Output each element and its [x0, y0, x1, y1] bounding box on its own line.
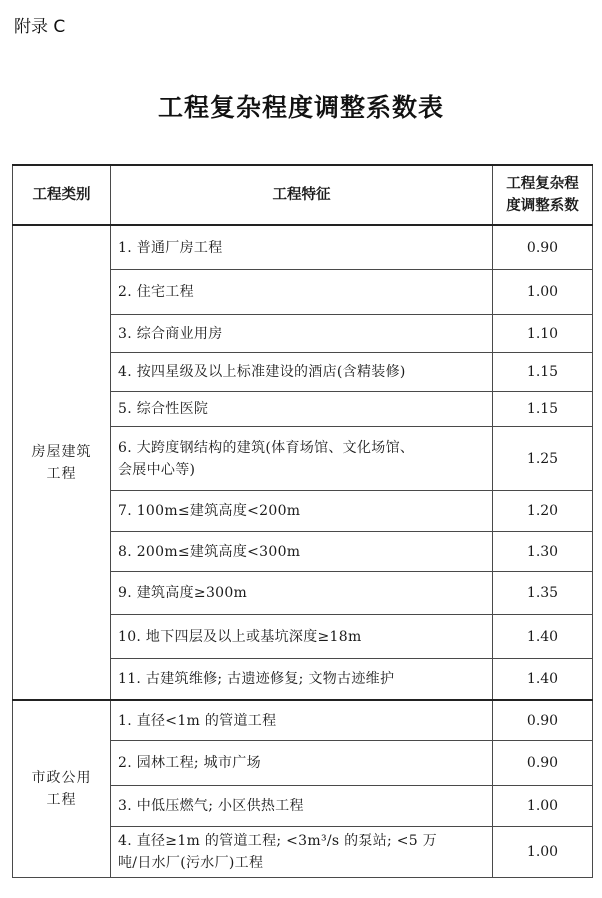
table-header-row: [13, 165, 593, 225]
header-feature: 工程特征: [111, 165, 493, 225]
feature-cell: 4. 按四星级及以上标准建设的酒店(含精装修): [111, 353, 493, 392]
category-line2: 工程: [46, 465, 77, 482]
feature-cell: 1. 直径<1m 的管道工程: [111, 700, 493, 741]
coefficient-cell: 0.90: [493, 225, 593, 270]
header-coefficient: [493, 165, 593, 225]
feature-line2: 吨/日水厂(污水厂)工程: [118, 855, 264, 871]
category-line1: 市政公用: [31, 770, 92, 786]
feature-line1: 4. 直径≥1m 的管道工程; <3m³/s 的泵站; <5 万: [118, 833, 438, 849]
appendix-label: 附录 C: [14, 17, 66, 37]
coefficient-cell: 1.20: [493, 491, 593, 532]
coefficient-cell: 1.40: [493, 659, 593, 701]
feature-cell: 3. 中低压燃气; 小区供热工程: [111, 786, 493, 827]
feature-cell: 2. 园林工程; 城市广场: [111, 741, 493, 786]
coefficient-cell: 1.40: [493, 615, 593, 659]
feature-cell: 3. 综合商业用房: [111, 315, 493, 353]
header-coefficient-line1: 工程复杂程: [506, 176, 579, 192]
feature-cell: 9. 建筑高度≥300m: [111, 572, 493, 615]
coefficient-cell: 1.15: [493, 392, 593, 427]
table-row: [13, 700, 593, 741]
coefficient-cell: 0.90: [493, 700, 593, 741]
coefficient-cell: 1.35: [493, 572, 593, 615]
feature-cell: 8. 200m≤建筑高度<300m: [111, 532, 493, 572]
coefficient-cell: 1.00: [493, 827, 593, 878]
coefficient-table: [12, 164, 593, 878]
feature-cell: [111, 427, 493, 491]
feature-cell: [111, 827, 493, 878]
category-cell-municipal: [13, 700, 111, 878]
feature-cell: 5. 综合性医院: [111, 392, 493, 427]
category-line2: 工程: [46, 792, 77, 808]
page-title: 工程复杂程度调整系数表: [157, 93, 444, 122]
feature-line2: 会展中心等): [118, 461, 196, 478]
coefficient-cell: 1.25: [493, 427, 593, 491]
coefficient-cell: 1.10: [493, 315, 593, 353]
coefficient-cell: 1.15: [493, 353, 593, 392]
category-cell-building: [13, 225, 111, 700]
header-category: 工程类别: [13, 165, 111, 225]
feature-cell: 7. 100m≤建筑高度<200m: [111, 491, 493, 532]
coefficient-cell: 1.00: [493, 786, 593, 827]
feature-line1: 6. 大跨度钢结构的建筑(体育场馆、文化场馆、: [118, 439, 415, 456]
feature-cell: 1. 普通厂房工程: [111, 225, 493, 270]
coefficient-cell: 1.30: [493, 532, 593, 572]
feature-cell: 2. 住宅工程: [111, 270, 493, 315]
coefficient-cell: 0.90: [493, 741, 593, 786]
coefficient-cell: 1.00: [493, 270, 593, 315]
feature-cell: 10. 地下四层及以上或基坑深度≥18m: [111, 615, 493, 659]
feature-cell: 11. 古建筑维修; 古遗迹修复; 文物古迹维护: [111, 659, 493, 701]
table-row: [13, 225, 593, 270]
category-line1: 房屋建筑: [31, 443, 92, 460]
header-coefficient-line2: 度调整系数: [506, 198, 579, 214]
